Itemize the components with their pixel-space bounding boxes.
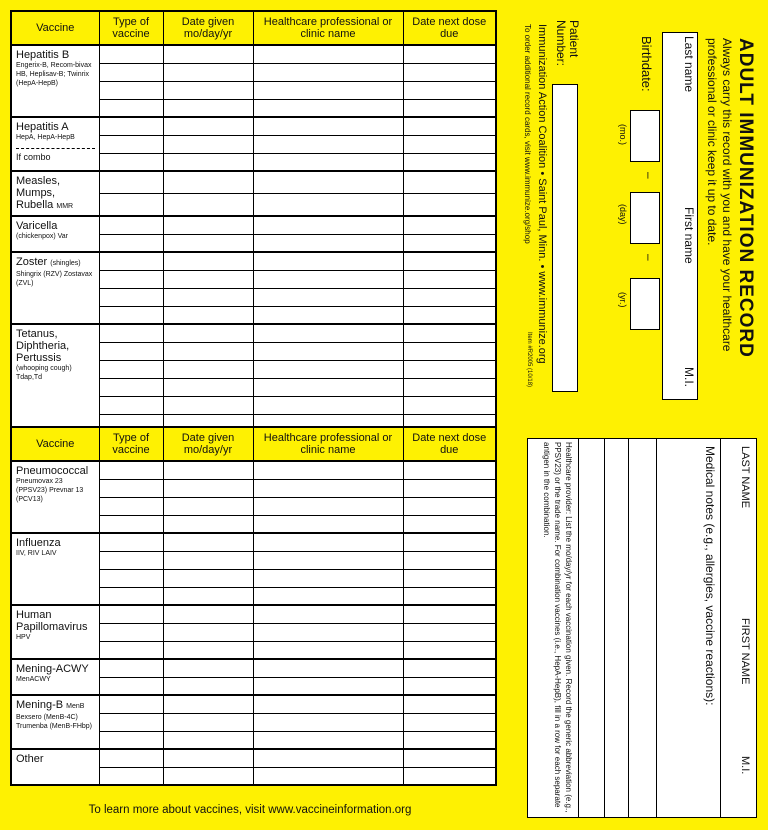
entry-cell[interactable]: [163, 324, 253, 342]
entry-cell[interactable]: [253, 153, 403, 171]
entry-cell[interactable]: [163, 695, 253, 713]
col-header: Healthcare professional or clinic name: [253, 427, 403, 461]
notes-line-4: [578, 438, 579, 818]
entry-cell[interactable]: [253, 533, 403, 551]
entry-cell[interactable]: [163, 479, 253, 497]
vaccine-name: [16, 328, 95, 364]
entry-cell[interactable]: [403, 767, 496, 785]
entry-cell[interactable]: [99, 270, 163, 288]
vaccine-name-text: Pneumococcal: [16, 465, 89, 477]
notes-line-1: [656, 438, 657, 818]
entry-cell[interactable]: [403, 306, 496, 324]
first-name-header: FIRST NAME: [739, 618, 751, 685]
entry-cell[interactable]: [253, 99, 403, 117]
vaccine-name-text: Hepatitis A: [16, 121, 69, 133]
vaccine-name-text: Mening-B: [16, 699, 64, 711]
entry-cell[interactable]: [403, 117, 496, 135]
entry-cell[interactable]: [253, 81, 403, 99]
col-header: Date given mo/day/yr: [163, 11, 253, 45]
vaccine-brands: (chickenpox) Var: [16, 233, 69, 240]
notes-line-3: [604, 438, 605, 818]
entry-cell[interactable]: [253, 497, 403, 515]
entry-cell[interactable]: [99, 641, 163, 659]
last-name-label: Last name: [682, 36, 696, 93]
entry-cell[interactable]: [99, 551, 163, 569]
entry-cell[interactable]: [99, 81, 163, 99]
entry-cell[interactable]: [163, 63, 253, 81]
card-record: [500, 20, 760, 402]
vaccine-brands: Pneumovax 23 (PPSV23) Prevnar 13 (PCV13): [16, 478, 84, 503]
entry-cell[interactable]: [163, 306, 253, 324]
table-row: [11, 171, 496, 194]
vaccine-name: [16, 121, 95, 133]
entry-cell[interactable]: [163, 641, 253, 659]
vaccine-name-text: Tetanus, Diphtheria, Pertussis: [16, 328, 70, 364]
entry-cell[interactable]: [403, 45, 496, 63]
entry-cell[interactable]: [403, 641, 496, 659]
entry-cell[interactable]: [253, 306, 403, 324]
entry-cell[interactable]: [99, 63, 163, 81]
table-row: [11, 533, 496, 551]
entry-cell[interactable]: [99, 288, 163, 306]
birth-day-box[interactable]: [630, 192, 660, 244]
vaccine-name-text: Mening-ACWY: [16, 663, 89, 675]
entry-cell[interactable]: [99, 153, 163, 171]
entry-cell[interactable]: [99, 677, 163, 695]
entry-cell[interactable]: [163, 194, 253, 217]
entry-cell[interactable]: [99, 117, 163, 135]
entry-cell[interactable]: [99, 587, 163, 605]
entry-cell[interactable]: [99, 623, 163, 641]
vaccine-name-text: Varicella: [16, 220, 58, 232]
entry-cell[interactable]: [99, 194, 163, 217]
entry-cell[interactable]: [99, 533, 163, 551]
patient-number-field[interactable]: [552, 84, 578, 392]
entry-cell[interactable]: [253, 63, 403, 81]
table-row: [11, 45, 496, 63]
patient-number-label: Patient Number:: [554, 20, 581, 67]
entry-cell[interactable]: [253, 641, 403, 659]
col-header: Date given mo/day/yr: [163, 427, 253, 461]
vaccine-abbr: (shingles): [50, 260, 81, 267]
entry-cell[interactable]: [403, 479, 496, 497]
entry-cell[interactable]: [253, 605, 403, 623]
entry-cell[interactable]: [253, 171, 403, 194]
vaccine-brands: Bexsero (MenB-4C) Trumenba (MenB-FHbp): [16, 714, 92, 730]
entry-cell[interactable]: [253, 378, 403, 396]
vaccine-brands: HepA, HepA-HepB: [16, 134, 75, 141]
entry-cell[interactable]: [253, 117, 403, 135]
entry-cell[interactable]: [163, 396, 253, 414]
entry-cell[interactable]: [163, 515, 253, 533]
entry-cell[interactable]: [253, 551, 403, 569]
vaccine-name-text: Other: [16, 753, 44, 765]
entry-cell[interactable]: [99, 396, 163, 414]
vaccine-table-1: [10, 10, 497, 433]
entry-cell[interactable]: [163, 81, 253, 99]
entry-cell[interactable]: [403, 569, 496, 587]
entry-cell[interactable]: [163, 216, 253, 234]
vaccine-name: [16, 175, 95, 213]
entry-cell[interactable]: [163, 749, 253, 767]
entry-cell[interactable]: [253, 288, 403, 306]
entry-cell[interactable]: [403, 99, 496, 117]
entry-cell[interactable]: [99, 171, 163, 194]
notes-label: Medical notes (e.g., allergies, vaccine reactions):: [703, 446, 717, 706]
col-header: Healthcare professional or clinic name: [253, 11, 403, 45]
mi-label: M.I.: [682, 367, 696, 387]
entry-cell[interactable]: [99, 324, 163, 342]
vaccine-brands: Shingrix (RZV) Zostavax (ZVL): [16, 271, 93, 287]
vaccine-brands: Engerix-B, Recom-bivax HB, Heplisav-B; Twinrix (HepA-HepB): [16, 62, 92, 87]
last-name-header: LAST NAME: [739, 446, 751, 509]
entry-cell[interactable]: [403, 623, 496, 641]
entry-cell[interactable]: [163, 171, 253, 194]
entry-cell[interactable]: [403, 194, 496, 217]
entry-cell[interactable]: [99, 497, 163, 515]
col-header: Date next dose due: [403, 427, 496, 461]
entry-cell[interactable]: [403, 324, 496, 342]
vaccine-name: [16, 537, 95, 549]
entry-cell[interactable]: [99, 713, 163, 731]
entry-cell[interactable]: [253, 324, 403, 342]
entry-cell[interactable]: [163, 153, 253, 171]
card-medical-notes: [527, 438, 757, 818]
vaccine-brands: HPV: [16, 634, 31, 641]
entry-cell[interactable]: [253, 396, 403, 414]
card-subtitle: Always carry this record with you and have your healthcare professional or clinic keep it up to date.: [705, 38, 734, 352]
mo-label: (mo.): [618, 124, 628, 145]
vaccine-name-cell: [11, 252, 99, 324]
entry-cell[interactable]: [163, 623, 253, 641]
entry-cell[interactable]: [403, 153, 496, 171]
order-line: To order additional record cards, visit www.immunize.org/shop: [523, 24, 532, 244]
entry-cell[interactable]: [163, 767, 253, 785]
entry-cell[interactable]: [163, 461, 253, 479]
vaccine-name-text: Influenza: [16, 537, 61, 549]
entry-cell[interactable]: [99, 45, 163, 63]
col-header: Type of vaccine: [99, 11, 163, 45]
entry-cell[interactable]: [163, 605, 253, 623]
entry-cell[interactable]: [163, 677, 253, 695]
combo-note: If combo: [16, 148, 95, 162]
entry-cell[interactable]: [163, 135, 253, 153]
vaccine-name-cell: [11, 659, 99, 695]
yr-label: (yr.): [618, 292, 628, 308]
entry-cell[interactable]: [253, 587, 403, 605]
entry-cell[interactable]: [99, 569, 163, 587]
table-row: [11, 749, 496, 767]
footer-note: To learn more about vaccines, visit www.vaccineinformation.org: [88, 804, 412, 816]
vaccine-name-text: Human Papillomavirus: [16, 609, 88, 633]
entry-cell[interactable]: [253, 270, 403, 288]
vaccine-abbr: MMR: [56, 203, 74, 210]
entry-cell[interactable]: [253, 234, 403, 252]
entry-cell[interactable]: [163, 569, 253, 587]
entry-cell[interactable]: [253, 569, 403, 587]
first-name-label: First name: [682, 207, 696, 264]
entry-cell[interactable]: [163, 659, 253, 677]
entry-cell[interactable]: [403, 270, 496, 288]
entry-cell[interactable]: [99, 695, 163, 713]
vaccine-name-text: Measles, Mumps, Rubella: [16, 175, 61, 211]
table-row: [11, 605, 496, 623]
entry-cell[interactable]: [403, 515, 496, 533]
day-label: (day): [618, 204, 628, 225]
col-header: Type of vaccine: [99, 427, 163, 461]
entry-cell[interactable]: [99, 306, 163, 324]
table-row: [11, 461, 496, 479]
entry-cell[interactable]: [99, 461, 163, 479]
entry-cell[interactable]: [253, 216, 403, 234]
vaccine-name-cell: [11, 216, 99, 252]
entry-cell[interactable]: [403, 288, 496, 306]
entry-cell[interactable]: [99, 479, 163, 497]
vaccine-name: [16, 465, 95, 477]
entry-cell[interactable]: [403, 731, 496, 749]
entry-cell[interactable]: [163, 731, 253, 749]
vaccine-name: [16, 609, 95, 633]
dash-1: –: [642, 172, 656, 179]
vaccine-name: [16, 699, 95, 713]
entry-cell[interactable]: [403, 695, 496, 713]
vaccine-name: [16, 220, 95, 232]
entry-cell[interactable]: [163, 342, 253, 360]
entry-cell[interactable]: [99, 360, 163, 378]
entry-cell[interactable]: [253, 767, 403, 785]
entry-cell[interactable]: [253, 194, 403, 217]
entry-cell[interactable]: [403, 677, 496, 695]
entry-cell[interactable]: [403, 461, 496, 479]
table-row: [11, 252, 496, 270]
entry-cell[interactable]: [163, 587, 253, 605]
entry-cell[interactable]: [99, 135, 163, 153]
entry-cell[interactable]: [163, 117, 253, 135]
vaccine-name-cell: [11, 749, 99, 785]
mi-header: M.I.: [739, 756, 751, 775]
col-header: Vaccine: [11, 427, 99, 461]
entry-cell[interactable]: [253, 252, 403, 270]
entry-cell[interactable]: [403, 342, 496, 360]
entry-cell[interactable]: [403, 63, 496, 81]
entry-cell[interactable]: [253, 360, 403, 378]
entry-cell[interactable]: [403, 659, 496, 677]
entry-cell[interactable]: [99, 252, 163, 270]
vaccine-name-text: Zoster: [16, 256, 48, 268]
entry-cell[interactable]: [253, 342, 403, 360]
vaccine-name: [16, 256, 95, 270]
vaccine-name-cell: [11, 695, 99, 749]
birthdate-label: Birthdate:: [639, 36, 654, 92]
entry-cell[interactable]: [403, 252, 496, 270]
entry-cell[interactable]: [99, 216, 163, 234]
vaccine-name-cell: [11, 324, 99, 432]
entry-cell[interactable]: [163, 288, 253, 306]
entry-cell[interactable]: [99, 659, 163, 677]
vaccine-abbr: MenB: [66, 703, 85, 710]
vaccine-name-cell: [11, 533, 99, 605]
vaccine-name-cell: [11, 461, 99, 533]
entry-cell[interactable]: [163, 45, 253, 63]
vaccine-name-cell: [11, 171, 99, 216]
table-row: [11, 659, 496, 677]
entry-cell[interactable]: [163, 497, 253, 515]
vaccine-name-text: Hepatitis B: [16, 49, 70, 61]
entry-cell[interactable]: [403, 605, 496, 623]
entry-cell[interactable]: [99, 605, 163, 623]
vaccine-name-cell: [11, 45, 99, 117]
entry-cell[interactable]: [99, 767, 163, 785]
notes-line-2: [628, 438, 629, 818]
entry-cell[interactable]: [403, 533, 496, 551]
provider-note: Healthcare provider: List the mo/day/yr for each vaccination given. Record the generic abbreviation (e.g., PPSV23) or the trade name. For combination vaccines (i.e., HepA-HepB), fill in a row for each separate antigen in the combination.: [542, 442, 573, 813]
entry-cell[interactable]: [163, 252, 253, 270]
entry-cell[interactable]: [253, 731, 403, 749]
entry-cell[interactable]: [403, 234, 496, 252]
entry-cell[interactable]: [99, 515, 163, 533]
vaccine-name: [16, 753, 95, 765]
vaccine-name: [16, 49, 95, 61]
entry-cell[interactable]: [163, 378, 253, 396]
vaccine-name-cell: [11, 605, 99, 659]
table-row: [11, 324, 496, 342]
birth-month-box[interactable]: [630, 110, 660, 162]
birth-year-box[interactable]: [630, 278, 660, 330]
entry-cell[interactable]: [163, 99, 253, 117]
entry-cell[interactable]: [99, 378, 163, 396]
entry-cell[interactable]: [163, 360, 253, 378]
entry-cell[interactable]: [403, 551, 496, 569]
vaccine-brands: IIV, RIV LAIV: [16, 550, 57, 557]
entry-cell[interactable]: [403, 360, 496, 378]
card-title: ADULT IMMUNIZATION RECORD: [735, 38, 756, 358]
entry-cell[interactable]: [403, 378, 496, 396]
vaccine-brands: (whooping cough) Tdap,Td: [16, 365, 72, 381]
entry-cell[interactable]: [253, 677, 403, 695]
entry-cell[interactable]: [163, 270, 253, 288]
entry-cell[interactable]: [253, 659, 403, 677]
entry-cell[interactable]: [253, 695, 403, 713]
col-header: Date next dose due: [403, 11, 496, 45]
entry-cell[interactable]: [253, 461, 403, 479]
entry-cell[interactable]: [99, 234, 163, 252]
entry-cell[interactable]: [403, 216, 496, 234]
entry-cell[interactable]: [403, 587, 496, 605]
entry-cell[interactable]: [163, 713, 253, 731]
entry-cell[interactable]: [403, 749, 496, 767]
entry-cell[interactable]: [253, 515, 403, 533]
entry-cell[interactable]: [253, 45, 403, 63]
entry-cell[interactable]: [403, 171, 496, 194]
entry-cell[interactable]: [403, 713, 496, 731]
name-row-line: [720, 438, 721, 818]
entry-cell[interactable]: [403, 135, 496, 153]
org-line: Immunization Action Coalition • Saint Paul, Minn. • www.immunize.org: [536, 24, 548, 364]
vaccine-name: [16, 663, 95, 675]
entry-cell[interactable]: [253, 135, 403, 153]
dash-2: –: [642, 254, 656, 261]
table-row: [11, 695, 496, 713]
entry-cell[interactable]: [403, 81, 496, 99]
table-row: [11, 216, 496, 234]
item-number: Item #R2005 (10/18): [526, 332, 532, 388]
entry-cell[interactable]: [163, 234, 253, 252]
entry-cell[interactable]: [99, 749, 163, 767]
col-header: Vaccine: [11, 11, 99, 45]
entry-cell[interactable]: [253, 479, 403, 497]
entry-cell[interactable]: [403, 396, 496, 414]
entry-cell[interactable]: [253, 749, 403, 767]
vaccine-name-cell: [11, 117, 99, 171]
entry-cell[interactable]: [403, 497, 496, 515]
vaccine-brands: MenACWY: [16, 676, 51, 683]
entry-cell[interactable]: [163, 533, 253, 551]
table-row: [11, 117, 496, 135]
entry-cell[interactable]: [253, 713, 403, 731]
entry-cell[interactable]: [99, 731, 163, 749]
entry-cell[interactable]: [253, 623, 403, 641]
entry-cell[interactable]: [99, 342, 163, 360]
entry-cell[interactable]: [163, 551, 253, 569]
vaccine-table-2: [10, 426, 497, 786]
entry-cell[interactable]: [99, 99, 163, 117]
